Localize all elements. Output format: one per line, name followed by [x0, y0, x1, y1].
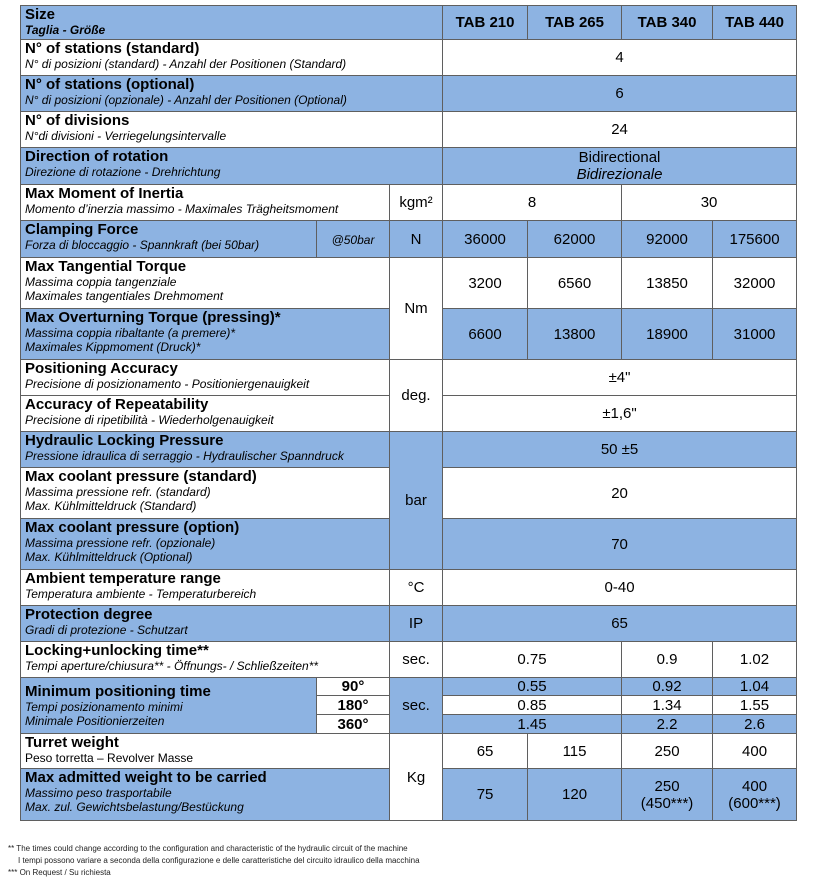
value-ambient-temperature: 0-40 — [443, 570, 797, 606]
model-tab340: TAB 340 — [622, 6, 713, 40]
row-hydraulic-pressure — [21, 432, 797, 468]
value-minpos-360-340: 2.2 — [622, 715, 713, 734]
label-positioning-accuracy: Positioning Accuracy Precisione di posizionamento - Positioniergenauigkeit — [21, 360, 390, 396]
label-max-weight: Max admitted weight to be carried Massimo peso trasportabile Max. zul. Gewichtsbelastung/Bestückung — [21, 769, 390, 821]
value-minpos-90-440: 1.04 — [713, 678, 797, 696]
row-stations-standard — [21, 40, 797, 76]
spec-table — [20, 5, 797, 821]
value-locking-340: 0.9 — [622, 642, 713, 678]
value-turret-210: 65 — [443, 734, 528, 769]
value-tangential-210: 3200 — [443, 258, 528, 309]
unit-ambient: °C — [390, 570, 443, 606]
value-minpos-90-340: 0.92 — [622, 678, 713, 696]
footnote-times: ** The times could change according to the configuration and characteristic of the hydraulic circuit of the machine — [8, 844, 408, 853]
footnote-on-request: *** On Request / Su richiesta — [8, 868, 111, 877]
row-stations-optional — [21, 76, 797, 112]
unit-torque: Nm — [390, 258, 443, 360]
row-turret-weight — [21, 734, 797, 769]
label-overturning-torque: Max Overturning Torque (pressing)* Massima coppia ribaltante (a premere)* Maximales Kippmoment (Druck)* — [21, 309, 390, 360]
label-stations-optional: N° of stations (optional) N° di posizioni (opzionale) - Anzahl der Positionen (Optional) — [21, 76, 443, 112]
label-rotation: Direction of rotation Direzione di rotazione - Drehrichtung — [21, 148, 443, 185]
row-divisions — [21, 112, 797, 148]
label-turret-weight: Turret weight Peso torretta – Revolver Masse — [21, 734, 390, 769]
model-tab210: TAB 210 — [443, 6, 528, 40]
size-header: Size Taglia - Größe — [21, 6, 443, 40]
label-divisions: N° of divisions N°di divisioni - Verriegelungsintervalle — [21, 112, 443, 148]
label-clamping: Clamping Force Forza di bloccaggio - Spannkraft (bei 50bar) — [21, 221, 317, 258]
row-ambient-temperature — [21, 570, 797, 606]
value-tangential-440: 32000 — [713, 258, 797, 309]
angle-180: 180° — [317, 696, 390, 715]
unit-min-positioning: sec. — [390, 678, 443, 734]
label-inertia: Max Moment of Inertia Momento d’inerzia massimo - Maximales Trägheitsmoment — [21, 185, 390, 221]
value-hydraulic-pressure: 50 ±5 — [443, 432, 797, 468]
row-tangential-torque — [21, 258, 797, 309]
value-overturning-440: 31000 — [713, 309, 797, 360]
value-tangential-340: 13850 — [622, 258, 713, 309]
value-overturning-210: 6600 — [443, 309, 528, 360]
angle-90: 90° — [317, 678, 390, 696]
value-turret-340: 250 — [622, 734, 713, 769]
value-overturning-265: 13800 — [528, 309, 622, 360]
value-repeatability: ±1,6" — [443, 396, 797, 432]
value-locking-440: 1.02 — [713, 642, 797, 678]
value-inertia-large: 30 — [622, 185, 797, 221]
model-tab440: TAB 440 — [713, 6, 797, 40]
row-inertia — [21, 185, 797, 221]
row-min-pos-90 — [21, 678, 797, 696]
value-minpos-90-210-265: 0.55 — [443, 678, 622, 696]
footnotes — [8, 843, 420, 879]
value-maxweight-210: 75 — [443, 769, 528, 821]
value-turret-265: 115 — [528, 734, 622, 769]
label-repeatability: Accuracy of Repeatability Precisione di ripetibilità - Wiederholgenauigkeit — [21, 396, 390, 432]
value-minpos-180-440: 1.55 — [713, 696, 797, 715]
label-stations-standard: N° of stations (standard) N° di posizioni (standard) - Anzahl der Positionen (Standard) — [21, 40, 443, 76]
value-coolant-option: 70 — [443, 519, 797, 570]
value-maxweight-340: 250 (450***) — [622, 769, 713, 821]
unit-inertia: kgm² — [390, 185, 443, 221]
value-turret-440: 400 — [713, 734, 797, 769]
value-maxweight-265: 120 — [528, 769, 622, 821]
value-positioning-accuracy: ±4" — [443, 360, 797, 396]
row-positioning-accuracy — [21, 360, 797, 396]
label-hydraulic-pressure: Hydraulic Locking Pressure Pressione idraulica di serraggio - Hydraulischer Spanndruck — [21, 432, 390, 468]
value-clamping-340: 92000 — [622, 221, 713, 258]
label-tangential-torque: Max Tangential Torque Massima coppia tangenziale Maximales tangentiales Drehmoment — [21, 258, 390, 309]
unit-locking-time: sec. — [390, 642, 443, 678]
value-minpos-180-210-265: 0.85 — [443, 696, 622, 715]
label-min-positioning: Minimum positioning time Tempi posizionamento minimi Minimale Positionierzeiten — [21, 678, 317, 734]
angle-360: 360° — [317, 715, 390, 734]
value-minpos-360-440: 2.6 — [713, 715, 797, 734]
value-rotation: Bidirectional Bidirezionale — [443, 148, 797, 185]
unit-clamping: N — [390, 221, 443, 258]
unit-weight: Kg — [390, 734, 443, 821]
label-coolant-option: Max coolant pressure (option) Massima pressione refr. (opzionale) Max. Kühlmitteldruck (Optional) — [21, 519, 390, 570]
value-clamping-265: 62000 — [528, 221, 622, 258]
value-clamping-440: 175600 — [713, 221, 797, 258]
unit-protection: IP — [390, 606, 443, 642]
value-protection-degree: 65 — [443, 606, 797, 642]
value-inertia-small: 8 — [443, 185, 622, 221]
condition-clamping: @50bar — [317, 221, 390, 258]
value-minpos-180-340: 1.34 — [622, 696, 713, 715]
label-coolant-standard: Max coolant pressure (standard) Massima pressione refr. (standard) Max. Kühlmitteldruck (Standard) — [21, 468, 390, 519]
value-maxweight-440: 400 (600***) — [713, 769, 797, 821]
row-rotation — [21, 148, 797, 185]
value-clamping-210: 36000 — [443, 221, 528, 258]
value-stations-optional: 6 — [443, 76, 797, 112]
row-locking-time — [21, 642, 797, 678]
value-coolant-standard: 20 — [443, 468, 797, 519]
label-locking-time: Locking+unlocking time** Tempi aperture/chiusura** - Öffnungs- / Schließzeiten** — [21, 642, 390, 678]
value-locking-210-265: 0.75 — [443, 642, 622, 678]
unit-pressure: bar — [390, 432, 443, 570]
row-clamping — [21, 221, 797, 258]
value-tangential-265: 6560 — [528, 258, 622, 309]
value-overturning-340: 18900 — [622, 309, 713, 360]
unit-accuracy: deg. — [390, 360, 443, 432]
value-minpos-360-210-265: 1.45 — [443, 715, 622, 734]
value-stations-standard: 4 — [443, 40, 797, 76]
row-protection-degree — [21, 606, 797, 642]
label-protection-degree: Protection degree Gradi di protezione - Schutzart — [21, 606, 390, 642]
header-row — [21, 6, 797, 40]
value-divisions: 24 — [443, 112, 797, 148]
footnote-times-it: I tempi possono variare a seconda della configurazione e delle caratteristiche del circuito idraulico della macchina — [18, 856, 420, 865]
label-ambient-temperature: Ambient temperature range Temperatura ambiente - Temperaturbereich — [21, 570, 390, 606]
model-tab265: TAB 265 — [528, 6, 622, 40]
